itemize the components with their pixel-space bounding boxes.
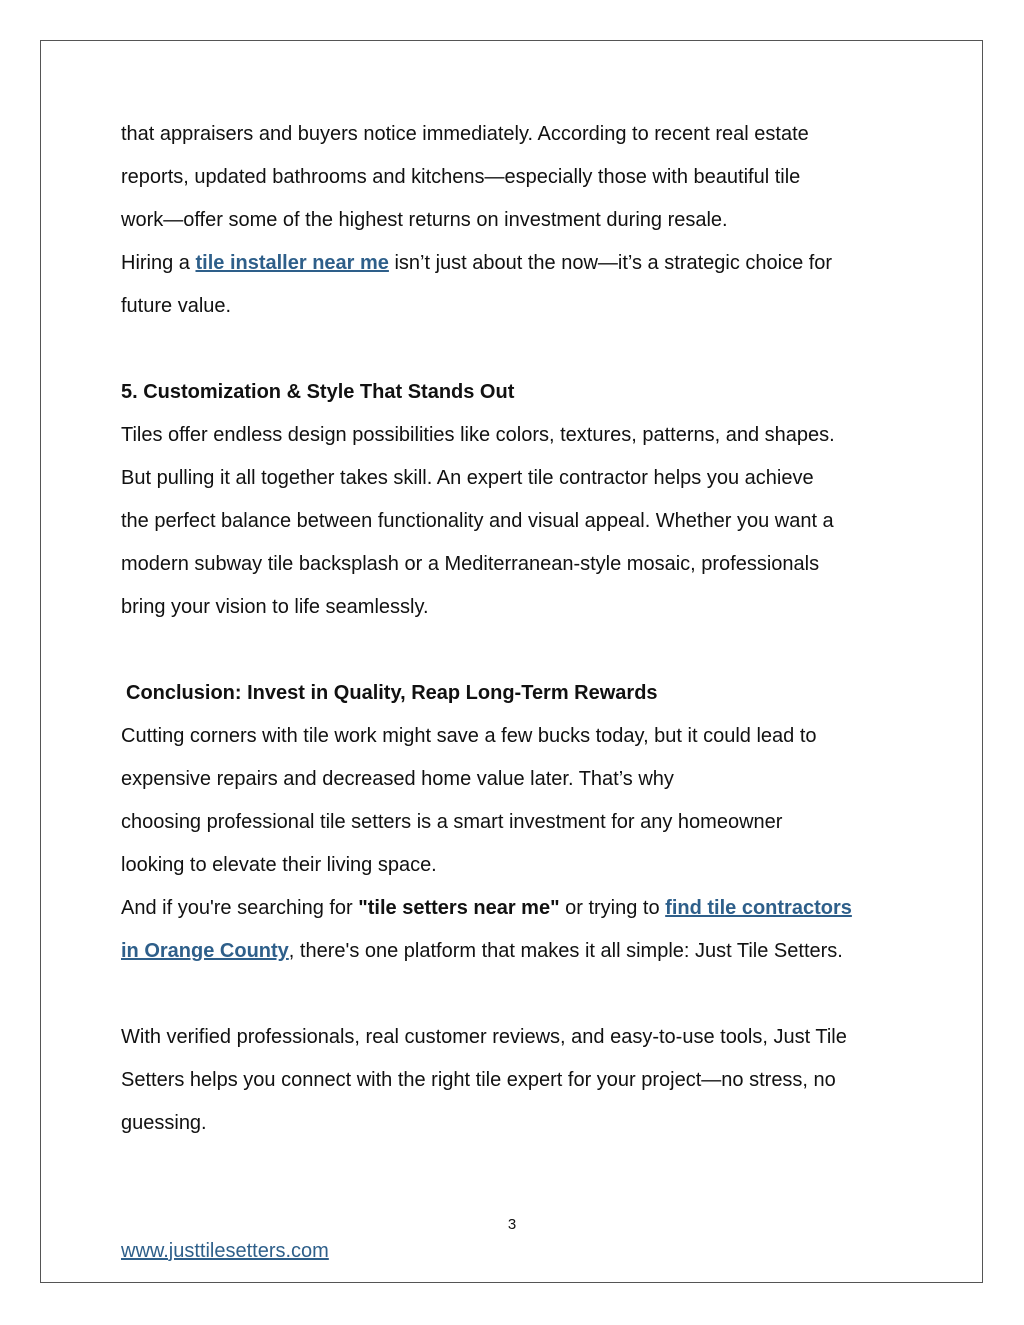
hiring-suffix: isn’t just about the now—it’s a strategic choice for [388,252,833,274]
page-number: 3 [507,1216,517,1233]
footer-website-link[interactable]: www.justtilesetters.com [121,1240,329,1262]
body-line: that appraisers and buyers notice immediately. According to recent real estate [121,123,809,145]
body-line: looking to elevate their living space. [121,854,437,876]
body-line: future value. [121,295,232,317]
hiring-line [121,242,911,285]
body-line: Tiles offer endless design possibilities like colors, textures, patterns, and shapes. [121,424,835,446]
paragraph-gap [121,629,911,672]
search-term: "tile setters near me" [358,897,560,919]
search-line [121,887,911,930]
section-heading: 5. Customization & Style That Stands Out [121,381,515,403]
body-line: modern subway tile backsplash or a Mediterranean-style mosaic, professionals [121,553,820,575]
search-middle: or trying to [559,897,666,919]
paragraph-gap [121,973,911,1016]
body-line: guessing. [121,1112,207,1134]
search-prefix: And if you're searching for [121,897,359,919]
paragraph-gap [121,328,911,371]
search-line-2 [121,930,911,973]
body-line: Setters helps you connect with the right tile expert for your project—no stress, no [121,1069,836,1091]
body-line: the perfect balance between functionality and visual appeal. Whether you want a [121,510,834,532]
body-line: expensive repairs and decreased home value later. That’s why [121,768,674,790]
body-line: choosing professional tile setters is a smart investment for any homeowner [121,811,783,833]
body-line: bring your vision to life seamlessly. [121,596,429,618]
body-line: But pulling it all together takes skill. An expert tile contractor helps you achieve [121,467,814,489]
tile-installer-link[interactable]: tile installer near me [195,252,389,274]
hiring-prefix: Hiring a [121,252,196,274]
find-contractors-link-continued[interactable]: in Orange County [121,940,289,962]
body-line: reports, updated bathrooms and kitchens—especially those with beautiful tile [121,166,801,188]
find-contractors-link[interactable]: find tile contractors [665,897,852,919]
conclusion-heading: Conclusion: Invest in Quality, Reap Long-Term Rewards [126,682,658,704]
body-line: work—offer some of the highest returns on investment during resale. [121,209,728,231]
document-body [121,113,911,1145]
body-line: Cutting corners with tile work might save a few bucks today, but it could lead to [121,725,817,747]
search-suffix: , there's one platform that makes it all simple: Just Tile Setters. [288,940,843,962]
body-line: With verified professionals, real customer reviews, and easy-to-use tools, Just Tile [121,1026,847,1048]
